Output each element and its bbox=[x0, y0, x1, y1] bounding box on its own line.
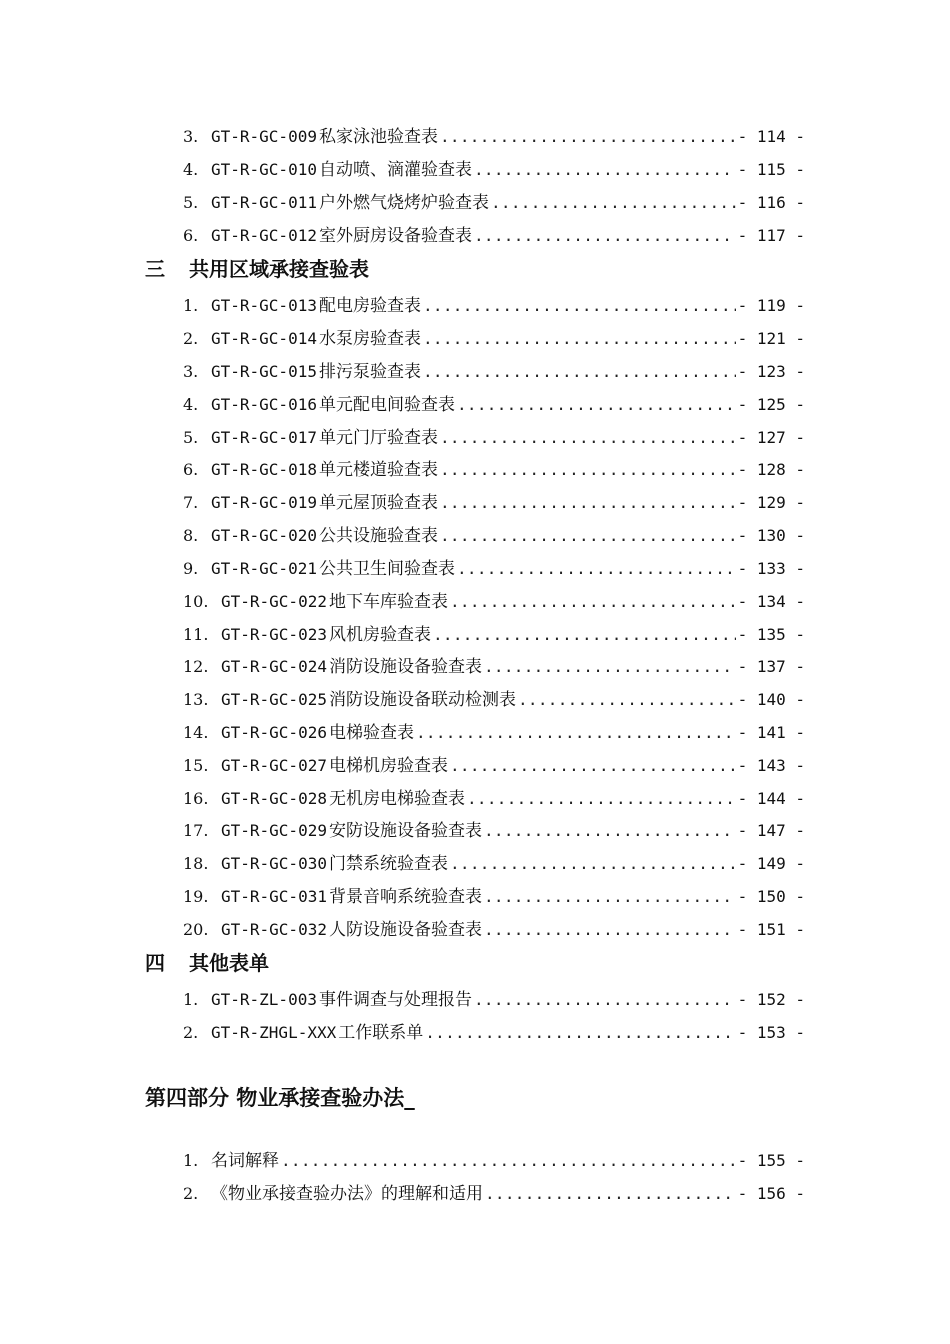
entry-title: 单元门厅验查表 bbox=[318, 428, 438, 448]
entry-page: - 116 - bbox=[737, 193, 805, 212]
toc-entry[interactable] bbox=[183, 589, 805, 615]
entry-page: - 115 - bbox=[737, 160, 805, 179]
entry-code: GT-R-GC-030 bbox=[221, 854, 327, 873]
dot-leader bbox=[485, 1181, 736, 1207]
entry-page: - 129 - bbox=[737, 493, 805, 512]
entry-code: GT-R-GC-029 bbox=[221, 821, 327, 840]
toc-entry[interactable] bbox=[183, 425, 805, 451]
entry-code: GT-R-GC-022 bbox=[221, 592, 327, 611]
entry-number: 16. bbox=[183, 789, 209, 808]
toc-entry[interactable] bbox=[183, 1181, 805, 1207]
toc-entry[interactable] bbox=[183, 326, 805, 352]
entry-number: 18. bbox=[183, 854, 209, 873]
dot-leader bbox=[440, 523, 736, 549]
dot-leader bbox=[450, 753, 736, 779]
entry-number: 1. bbox=[183, 1151, 199, 1170]
entry-title: 公共设施验查表 bbox=[318, 526, 438, 546]
toc-entry[interactable] bbox=[183, 851, 805, 877]
entry-code: GT-R-GC-010 bbox=[211, 160, 317, 179]
entry-page: - 150 - bbox=[737, 887, 805, 906]
entry-code: GT-R-GC-026 bbox=[221, 723, 327, 742]
entry-title: 公共卫生间验查表 bbox=[318, 559, 455, 579]
entry-code: GT-R-GC-013 bbox=[211, 296, 317, 315]
entry-number: 2. bbox=[183, 1023, 199, 1042]
entry-code: GT-R-GC-028 bbox=[221, 789, 327, 808]
entry-number: 10. bbox=[183, 592, 209, 611]
dot-leader bbox=[423, 326, 736, 352]
entry-code: GT-R-GC-017 bbox=[211, 428, 317, 447]
toc-entry[interactable] bbox=[183, 490, 805, 516]
entry-number: 11. bbox=[183, 625, 209, 644]
toc-entry[interactable] bbox=[183, 1148, 805, 1174]
entry-code: GT-R-GC-032 bbox=[221, 920, 327, 939]
entry-page: - 141 - bbox=[737, 723, 805, 742]
toc-entry[interactable] bbox=[183, 1020, 805, 1046]
section-title: 共用区域承接查验表 bbox=[189, 257, 369, 281]
entry-code: GT-R-GC-024 bbox=[221, 657, 327, 676]
toc-entry[interactable] bbox=[183, 190, 805, 216]
entry-page: - 130 - bbox=[737, 526, 805, 545]
entry-title: 门禁系统验查表 bbox=[328, 854, 448, 874]
entry-title: 单元配电间验查表 bbox=[318, 395, 455, 415]
entry-page: - 117 - bbox=[737, 226, 805, 245]
entry-page: - 127 - bbox=[737, 428, 805, 447]
entry-title: 排污泵验查表 bbox=[318, 362, 421, 382]
entry-code: GT-R-GC-023 bbox=[221, 625, 327, 644]
entry-number: 9. bbox=[183, 559, 199, 578]
entry-number: 19. bbox=[183, 887, 209, 906]
entry-code: GT-R-GC-012 bbox=[211, 226, 317, 245]
entry-number: 6. bbox=[183, 226, 199, 245]
entry-code: GT-R-GC-031 bbox=[221, 887, 327, 906]
section-heading[interactable] bbox=[145, 254, 369, 284]
entry-title: 无机房电梯验查表 bbox=[328, 789, 465, 809]
dot-leader bbox=[484, 818, 736, 844]
entry-code: GT-R-ZHGL-XXX bbox=[211, 1023, 337, 1042]
toc-entry[interactable] bbox=[183, 223, 805, 249]
toc-entry[interactable] bbox=[183, 654, 805, 680]
dot-leader bbox=[518, 687, 736, 713]
entry-title: 名词解释 bbox=[211, 1151, 279, 1171]
entry-page: - 135 - bbox=[737, 625, 805, 644]
dot-leader bbox=[474, 157, 736, 183]
dot-leader bbox=[484, 917, 736, 943]
dot-leader bbox=[491, 190, 736, 216]
entry-page: - 137 - bbox=[737, 657, 805, 676]
toc-entry[interactable] bbox=[183, 523, 805, 549]
dot-leader bbox=[440, 457, 736, 483]
dot-leader bbox=[423, 293, 736, 319]
entry-number: 12. bbox=[183, 657, 209, 676]
section-number: 四 bbox=[145, 951, 165, 975]
entry-code: GT-R-GC-009 bbox=[211, 127, 317, 146]
entry-title: 风机房验查表 bbox=[328, 625, 431, 645]
dot-leader bbox=[484, 884, 736, 910]
entry-page: - 125 - bbox=[737, 395, 805, 414]
entry-page: - 144 - bbox=[737, 789, 805, 808]
entry-page: - 128 - bbox=[737, 460, 805, 479]
entry-number: 20. bbox=[183, 920, 209, 939]
entry-page: - 149 - bbox=[737, 854, 805, 873]
entry-number: 13. bbox=[183, 690, 209, 709]
entry-page: - 123 - bbox=[737, 362, 805, 381]
entry-title: 配电房验查表 bbox=[318, 296, 421, 316]
entry-number: 5. bbox=[183, 428, 199, 447]
entry-page: - 143 - bbox=[737, 756, 805, 775]
entry-number: 1. bbox=[183, 296, 199, 315]
entry-title: 自动喷、滴灌验查表 bbox=[318, 160, 472, 180]
entry-title: 背景音响系统验查表 bbox=[328, 887, 482, 907]
entry-code: GT-R-GC-018 bbox=[211, 460, 317, 479]
entry-number: 4. bbox=[183, 395, 199, 414]
entry-code: GT-R-GC-016 bbox=[211, 395, 317, 414]
toc-entry[interactable] bbox=[183, 457, 805, 483]
toc-entry[interactable] bbox=[183, 622, 805, 648]
entry-title: 单元屋顶验查表 bbox=[318, 493, 438, 513]
entry-title: 私家泳池验查表 bbox=[318, 127, 438, 147]
entry-code: GT-R-GC-019 bbox=[211, 493, 317, 512]
dot-leader bbox=[440, 425, 736, 451]
entry-code: GT-R-GC-014 bbox=[211, 329, 317, 348]
entry-title: 工作联系单 bbox=[338, 1023, 424, 1043]
entry-title: 户外燃气烧烤炉验查表 bbox=[318, 193, 489, 213]
entry-title: 电梯机房验查表 bbox=[328, 756, 448, 776]
toc-entry[interactable] bbox=[183, 987, 805, 1013]
toc-entry[interactable] bbox=[183, 124, 805, 150]
toc-entry[interactable] bbox=[183, 917, 805, 943]
toc-entry[interactable] bbox=[183, 753, 805, 779]
toc-entry[interactable] bbox=[183, 556, 805, 582]
entry-number: 14. bbox=[183, 723, 209, 742]
entry-number: 2. bbox=[183, 1184, 199, 1203]
entry-code: GT-R-GC-021 bbox=[211, 559, 317, 578]
entry-page: - 134 - bbox=[737, 592, 805, 611]
toc-entry[interactable] bbox=[183, 687, 805, 713]
section-number: 三 bbox=[145, 257, 165, 281]
toc-entry[interactable] bbox=[183, 392, 805, 418]
dot-leader bbox=[450, 589, 736, 615]
entry-page: - 151 - bbox=[737, 920, 805, 939]
entry-page: - 155 - bbox=[737, 1151, 805, 1170]
entry-page: - 152 - bbox=[737, 990, 805, 1009]
entry-page: - 133 - bbox=[737, 559, 805, 578]
entry-page: - 147 - bbox=[737, 821, 805, 840]
toc-entry[interactable] bbox=[183, 720, 805, 746]
entry-title: 安防设施设备验查表 bbox=[328, 821, 482, 841]
section-title: 其他表单 bbox=[189, 951, 269, 975]
dot-leader bbox=[484, 654, 736, 680]
entry-code: GT-R-GC-025 bbox=[221, 690, 327, 709]
entry-title: 消防设施设备验查表 bbox=[328, 657, 482, 677]
entry-page: - 153 - bbox=[737, 1023, 805, 1042]
toc-entry[interactable] bbox=[183, 884, 805, 910]
dot-leader bbox=[457, 392, 736, 418]
entry-title: 水泵房验查表 bbox=[318, 329, 421, 349]
entry-title: 电梯验查表 bbox=[328, 723, 414, 743]
toc-entry[interactable] bbox=[183, 359, 805, 385]
entry-number: 8. bbox=[183, 526, 199, 545]
dot-leader bbox=[423, 359, 736, 385]
entry-title: 地下车库验查表 bbox=[328, 592, 448, 612]
entry-code: GT-R-GC-020 bbox=[211, 526, 317, 545]
toc-entry[interactable] bbox=[183, 786, 805, 812]
dot-leader bbox=[457, 556, 736, 582]
entry-title: 室外厨房设备验查表 bbox=[318, 226, 472, 246]
entry-number: 5. bbox=[183, 193, 199, 212]
entry-code: GT-R-GC-015 bbox=[211, 362, 317, 381]
dot-leader bbox=[281, 1148, 736, 1174]
entry-number: 6. bbox=[183, 460, 199, 479]
dot-leader bbox=[440, 490, 736, 516]
entry-number: 17. bbox=[183, 821, 209, 840]
entry-number: 3. bbox=[183, 127, 199, 146]
toc-entry[interactable] bbox=[183, 818, 805, 844]
entry-number: 4. bbox=[183, 160, 199, 179]
entry-number: 1. bbox=[183, 990, 199, 1009]
entry-code: GT-R-ZL-003 bbox=[211, 990, 317, 1009]
entry-title: 消防设施设备联动检测表 bbox=[328, 690, 516, 710]
entry-page: - 119 - bbox=[737, 296, 805, 315]
dot-leader bbox=[450, 851, 736, 877]
entry-page: - 121 - bbox=[737, 329, 805, 348]
entry-title: 事件调查与处理报告 bbox=[318, 990, 472, 1010]
dot-leader bbox=[474, 223, 736, 249]
entry-title: 《物业承接查验办法》的理解和适用 bbox=[211, 1184, 483, 1204]
part-heading[interactable]: 第四部分 物业承接查验办法_ bbox=[145, 1086, 415, 1110]
entry-number: 15. bbox=[183, 756, 209, 775]
entry-code: GT-R-GC-027 bbox=[221, 756, 327, 775]
entry-page: - 114 - bbox=[737, 127, 805, 146]
dot-leader bbox=[467, 786, 736, 812]
entry-page: - 140 - bbox=[737, 690, 805, 709]
entry-number: 3. bbox=[183, 362, 199, 381]
dot-leader bbox=[433, 622, 736, 648]
entry-number: 2. bbox=[183, 329, 199, 348]
dot-leader bbox=[440, 124, 736, 150]
entry-title: 人防设施设备验查表 bbox=[328, 920, 482, 940]
entry-code: GT-R-GC-011 bbox=[211, 193, 317, 212]
toc-entry[interactable] bbox=[183, 293, 805, 319]
dot-leader bbox=[474, 987, 736, 1013]
dot-leader bbox=[416, 720, 736, 746]
entry-number: 7. bbox=[183, 493, 199, 512]
entry-page: - 156 - bbox=[737, 1184, 805, 1203]
section-heading[interactable] bbox=[145, 948, 269, 978]
toc-entry[interactable] bbox=[183, 157, 805, 183]
dot-leader bbox=[425, 1020, 735, 1046]
entry-title: 单元楼道验查表 bbox=[318, 460, 438, 480]
